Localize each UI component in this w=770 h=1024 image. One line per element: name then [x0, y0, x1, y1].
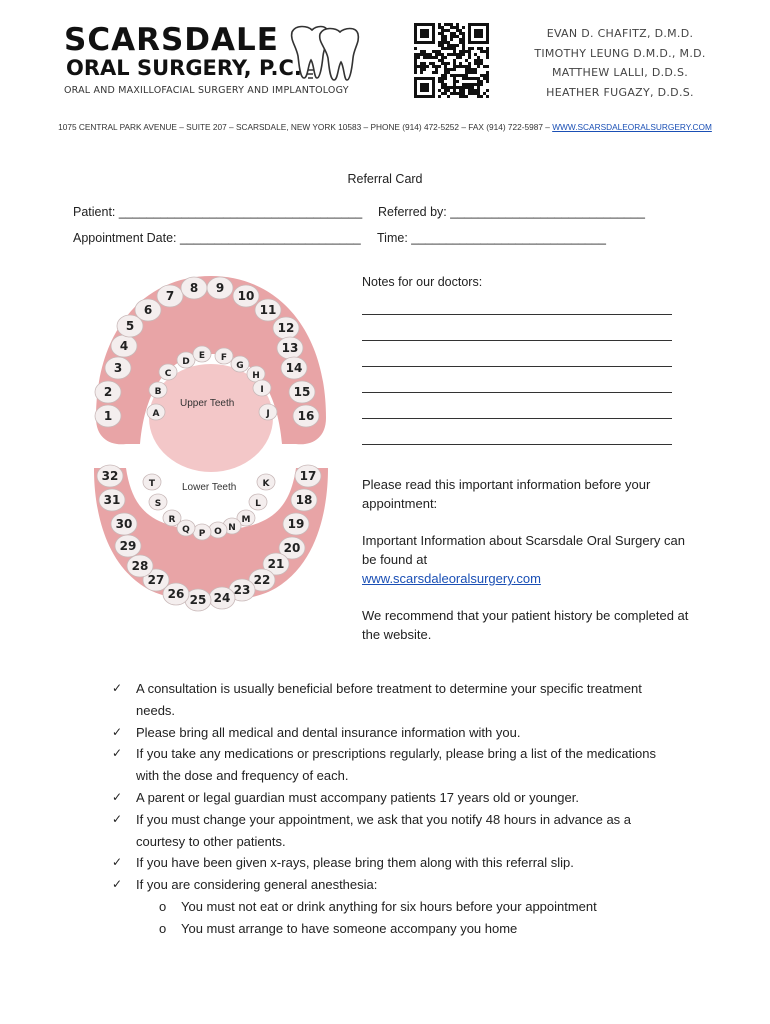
tooth-label: I [260, 385, 264, 395]
checklist-item [112, 743, 672, 787]
tooth-label: O [214, 527, 222, 537]
referred-by-field[interactable]: Referred by: ____________________________ [378, 205, 645, 219]
tooth-label: 9 [215, 281, 225, 295]
tooth-label: A [152, 409, 160, 419]
tooth-label: 16 [297, 409, 315, 423]
sub-checklist-item [112, 896, 672, 918]
tooth-label: P [198, 529, 206, 539]
tooth-lower-L[interactable] [249, 494, 267, 510]
tooth-upper-11[interactable] [255, 299, 281, 321]
checkmark-icon: ✓ [112, 746, 123, 761]
checklist-text: A consultation is usually beneficial before treatment to determine your specific treatment needs. [136, 681, 642, 718]
tooth-label: 28 [131, 559, 149, 573]
checklist-item [112, 809, 672, 853]
tooth-upper-9[interactable] [207, 277, 233, 299]
tooth-upper-D[interactable] [177, 352, 195, 368]
checklist-text: If you must change your appointment, we ask that you notify 48 hours in advance as a courtesy to other patients. [136, 811, 632, 849]
checkmark-icon: ✓ [112, 811, 123, 826]
tooth-upper-1[interactable] [95, 405, 121, 427]
tooth-label: N [228, 523, 236, 533]
tooth-label: H [252, 371, 260, 381]
tooth-lower-R[interactable] [163, 510, 181, 526]
tooth-label: 31 [103, 493, 121, 507]
patient-field[interactable]: Patient: ___________________________________ [73, 205, 363, 219]
info-website-link[interactable]: www.scarsdaleoralsurgery.com [362, 571, 541, 586]
address-text: 1075 CENTRAL PARK AVENUE – SUITE 207 – SCARSDALE, NEW YORK 10583 – PHONE (914) 472-5252 – FAX (914) 722-5987 – [58, 122, 553, 132]
tooth-upper-I[interactable] [253, 380, 271, 396]
tooth-lower-19[interactable] [283, 513, 309, 535]
tooth-label: 30 [115, 517, 133, 531]
tooth-label: 12 [277, 321, 295, 335]
tooth-upper-2[interactable] [95, 381, 121, 403]
tooth-lower-24[interactable] [209, 587, 235, 609]
tooth-label: 7 [165, 289, 175, 303]
tooth-upper-4[interactable] [111, 335, 137, 357]
note-line[interactable] [362, 402, 672, 419]
tooth-label: 20 [283, 541, 301, 555]
tooth-upper-8[interactable] [181, 277, 207, 299]
tooth-upper-E[interactable] [193, 346, 211, 362]
tooth-upper-H[interactable] [247, 366, 265, 382]
tooth-label: 29 [119, 539, 137, 553]
tooth-upper-13[interactable] [277, 337, 303, 359]
time-field[interactable]: Time: ____________________________ [377, 231, 606, 245]
qr-code[interactable] [413, 20, 491, 102]
tooth-lower-32[interactable] [97, 465, 123, 487]
checklist-text: A parent or legal guardian must accompany patients 17 years old or younger. [136, 789, 579, 805]
tooth-label: 6 [143, 303, 153, 317]
upper-teeth-label: Upper Teeth [180, 398, 235, 409]
tooth-label: 24 [213, 591, 231, 605]
sub-checklist-text: You must not eat or drink anything for six hours before your appointment [181, 898, 597, 914]
checklist-item [112, 874, 672, 896]
checklist-text: If you are considering general anesthesia: [136, 877, 378, 893]
tooth-upper-C[interactable] [159, 364, 177, 380]
tooth-upper-15[interactable] [289, 381, 315, 403]
teeth-chart [86, 268, 336, 618]
tooth-label: 11 [259, 303, 277, 317]
info-found-text: Important Information about Scarsdale Oral Surgery can be found at [362, 533, 685, 567]
tooth-lower-29[interactable] [115, 535, 141, 557]
notes-section [362, 275, 672, 445]
checkmark-icon: ✓ [112, 877, 123, 892]
tooth-label: L [255, 499, 261, 509]
appointment-date-field[interactable]: Appointment Date: __________________________ [73, 231, 361, 245]
tooth-label: C [164, 369, 172, 379]
info-section [362, 475, 692, 662]
tooth-upper-6[interactable] [135, 299, 161, 321]
tooth-upper-B[interactable] [149, 382, 167, 398]
tooth-lower-28[interactable] [127, 555, 153, 577]
bullet-icon: o [159, 920, 167, 936]
info-recommend: We recommend that your patient history be completed at the website. [362, 608, 689, 642]
tooth-lower-18[interactable] [291, 489, 317, 511]
tooth-label: 1 [103, 409, 113, 423]
tooth-upper-14[interactable] [281, 357, 307, 379]
card-title: Referral Card [347, 172, 423, 186]
tooth-label: D [182, 357, 190, 367]
tooth-upper-12[interactable] [273, 317, 299, 339]
tooth-label: T [148, 479, 156, 489]
tooth-label: 27 [147, 573, 165, 587]
tooth-label: 32 [101, 469, 119, 483]
tooth-upper-J[interactable] [259, 404, 277, 420]
tooth-label: 22 [253, 573, 271, 587]
tooth-label: 2 [103, 385, 113, 399]
tooth-upper-F[interactable] [215, 348, 233, 364]
tooth-label: E [198, 351, 206, 361]
checklist-text: Please bring all medical and dental insurance information with you. [136, 724, 521, 740]
tooth-upper-10[interactable] [233, 285, 259, 307]
tooth-label: B [154, 387, 162, 397]
tooth-label: 13 [281, 341, 299, 355]
info-intro: Please read this important information before your appointment: [362, 477, 651, 511]
doctor-list [520, 24, 720, 102]
tooth-label: 21 [267, 557, 285, 571]
brand-name: SCARSDALE [64, 22, 279, 58]
tooth-lower-S[interactable] [149, 494, 167, 510]
tooth-label: 17 [299, 469, 317, 483]
tooth-label: Q [182, 525, 190, 535]
sub-checklist-item [112, 918, 672, 940]
note-line[interactable] [362, 350, 672, 367]
info-found [362, 531, 692, 588]
checklist-item [112, 722, 672, 744]
tooth-label: 8 [189, 281, 199, 295]
checkmark-icon: ✓ [112, 681, 123, 695]
tooth-lower-K[interactable] [257, 474, 275, 490]
tooth-label: 15 [293, 385, 311, 399]
website-link[interactable]: WWW.SCARSDALEORALSURGERY.COM [552, 122, 712, 132]
note-line[interactable] [362, 324, 672, 341]
checklist-item [112, 852, 672, 874]
tooth-lower-30[interactable] [111, 513, 137, 535]
checklist-item [112, 787, 672, 809]
tooth-upper-G[interactable] [231, 356, 249, 372]
notes-label: Notes for our doctors: [362, 275, 483, 289]
note-line[interactable] [362, 376, 672, 393]
tooth-label: 4 [119, 339, 129, 353]
brand-subtitle: ORAL SURGERY, P.C. [66, 56, 302, 80]
doctor-name: EVAN D. CHAFITZ, D.M.D. [546, 27, 694, 40]
doctor-name: HEATHER FUGAZY, D.D.S. [546, 85, 694, 99]
checklist-text: If you have been given x-rays, please bring them along with this referral slip. [136, 855, 574, 871]
doctor-name: MATTHEW LALLI, D.D.S. [551, 66, 689, 79]
tooth-label: G [236, 361, 244, 371]
tooth-lower-31[interactable] [99, 489, 125, 511]
doctor-name: TIMOTHY LEUNG D.M.D., M.D. [534, 46, 706, 60]
checkmark-icon: ✓ [112, 789, 123, 804]
tooth-label: M [241, 515, 251, 525]
tooth-label: 19 [287, 517, 305, 531]
tooth-label: J [266, 409, 270, 419]
checklist-item [112, 678, 672, 722]
bullet-icon: o [159, 898, 167, 914]
checklist-text: If you take any medications or prescriptions regularly, please bring a list of the medications with the dose and frequency of each. [136, 746, 657, 784]
brand-tagline: ORAL AND MAXILLOFACIAL SURGERY AND IMPLANTOLOGY [64, 85, 349, 96]
tooth-label: K [262, 479, 270, 489]
tooth-label: 10 [237, 289, 255, 303]
tooth-label: 3 [113, 361, 123, 375]
tooth-label: 23 [233, 583, 251, 597]
checkmark-icon: ✓ [112, 724, 123, 739]
checkmark-icon: ✓ [112, 855, 123, 870]
tooth-label: F [220, 353, 228, 363]
lower-teeth-label: Lower Teeth [182, 482, 237, 493]
tooth-label: S [154, 499, 162, 509]
tooth-label: 25 [189, 593, 207, 607]
tooth-upper-16[interactable] [293, 405, 319, 427]
tooth-upper-A[interactable] [147, 404, 165, 420]
note-line[interactable] [362, 298, 672, 315]
tooth-lower-P[interactable] [193, 524, 211, 540]
tooth-label: 5 [125, 319, 135, 333]
checklist [112, 678, 672, 940]
sub-checklist-text: You must arrange to have someone accompany you home [181, 920, 518, 936]
tooth-label: R [168, 515, 176, 525]
tooth-lower-O[interactable] [209, 522, 227, 538]
address-line [0, 122, 770, 132]
tooth-upper-7[interactable] [157, 285, 183, 307]
tooth-label: 26 [167, 587, 185, 601]
tooth-label: 14 [285, 361, 303, 375]
tooth-lower-17[interactable] [295, 465, 321, 487]
tooth-upper-3[interactable] [105, 357, 131, 379]
tooth-label: 18 [295, 493, 313, 507]
note-line[interactable] [362, 428, 672, 445]
tooth-logo-icon [290, 24, 360, 82]
tooth-lower-T[interactable] [143, 474, 161, 490]
